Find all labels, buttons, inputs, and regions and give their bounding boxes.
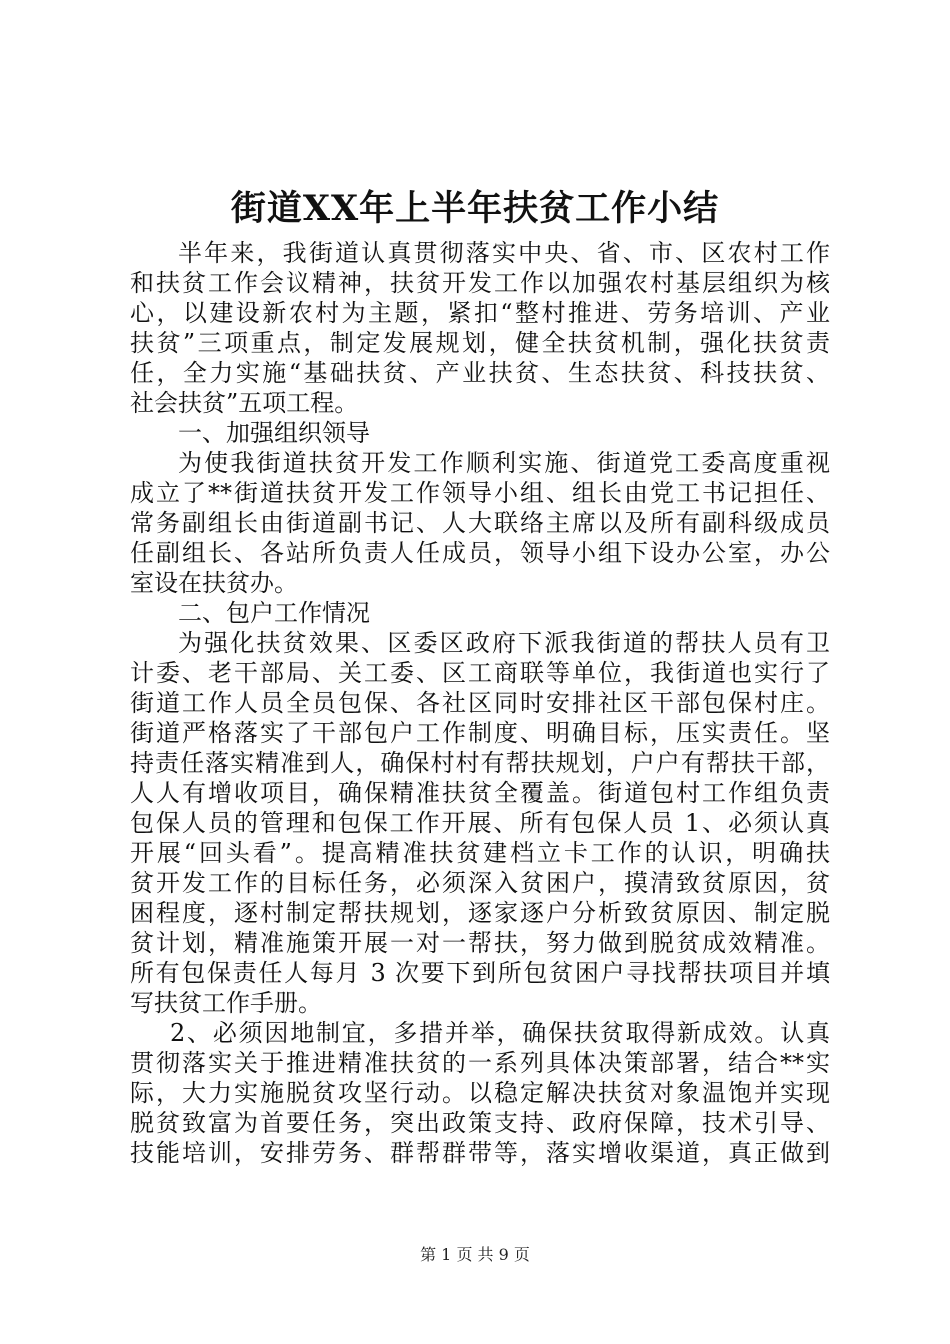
paragraph-line: 为强化扶贫效果、区委区政府下派我街道的帮扶人员有卫 xyxy=(178,629,830,657)
paragraph-line: 街道工作人员全员包保、各社区同时安排社区干部包保村庄。 xyxy=(130,689,830,717)
paragraph-line: 社会扶贫”五项工程。 xyxy=(130,389,359,417)
paragraph-line: 际，大力实施脱贫攻坚行动。以稳定解决扶贫对象温饱并实现 xyxy=(130,1079,830,1107)
paragraph-line: 任，全力实施“基础扶贫、产业扶贫、生态扶贫、科技扶贫、 xyxy=(130,359,830,387)
paragraph-line: 技能培训，安排劳务、群帮群带等，落实增收渠道，真正做到 xyxy=(130,1139,830,1167)
paragraph-line: 持责任落实精准到人，确保村村有帮扶规划，户户有帮扶干部， xyxy=(130,749,830,777)
paragraph-line: 人人有增收项目，确保精准扶贫全覆盖。街道包村工作组负责 xyxy=(130,779,830,807)
paragraph-line: 开展“回头看”。提高精准扶贫建档立卡工作的认识，明确扶 xyxy=(130,839,830,867)
paragraph-line: 贫计划，精准施策开展一对一帮扶，努力做到脱贫成效精准。 xyxy=(130,929,830,957)
paragraph-line: 2、必须因地制宜，多措并举，确保扶贫取得新成效。认真 xyxy=(170,1019,830,1047)
paragraph-line: 所有包保责任人每月 3 次要下到所包贫困户寻找帮扶项目并填 xyxy=(130,959,830,987)
paragraph-line: 贫开发工作的目标任务，必须深入贫困户，摸清致贫原因，贫 xyxy=(130,869,830,897)
paragraph-line: 室设在扶贫办。 xyxy=(130,569,298,597)
paragraph-line: 半年来，我街道认真贯彻落实中央、省、市、区农村工作 xyxy=(178,239,830,267)
page-number-footer: 第 1 页 共 9 页 xyxy=(420,1245,530,1264)
paragraph-line: 扶贫”三项重点，制定发展规划，健全扶贫机制，强化扶贫责 xyxy=(130,329,830,357)
document-body xyxy=(130,238,830,1168)
paragraph-line: 和扶贫工作会议精神，扶贫开发工作以加强农村基层组织为核 xyxy=(130,269,830,297)
paragraph-line: 为使我街道扶贫开发工作顺利实施、街道党工委高度重视 xyxy=(178,449,830,477)
section-heading: 一、加强组织领导 xyxy=(178,419,370,447)
paragraph-line: 常务副组长由街道副书记、人大联络主席以及所有副科级成员 xyxy=(130,509,830,537)
paragraph-line: 街道严格落实了干部包户工作制度、明确目标，压实责任。坚 xyxy=(130,719,830,747)
paragraph-line: 心，以建设新农村为主题，紧扣“整村推进、劳务培训、产业 xyxy=(130,299,830,327)
paragraph-line: 脱贫致富为首要任务，突出政策支持、政府保障，技术引导、 xyxy=(130,1109,830,1137)
paragraph-line: 困程度，逐村制定帮扶规划，逐家逐户分析致贫原因、制定脱 xyxy=(130,899,830,927)
paragraph-line: 贯彻落实关于推进精准扶贫的一系列具体决策部署，结合**实 xyxy=(130,1049,830,1077)
document-title: 街道XX年上半年扶贫工作小结 xyxy=(230,188,720,229)
paragraph-line: 包保人员的管理和包保工作开展、所有包保人员 1、必须认真 xyxy=(130,809,830,837)
paragraph-line: 成立了**街道扶贫开发工作领导小组、组长由党工书记担任、 xyxy=(130,479,830,507)
section-heading: 二、包户工作情况 xyxy=(178,599,370,627)
paragraph-line: 任副组长、各站所负责人任成员，领导小组下设办公室，办公 xyxy=(130,539,830,567)
paragraph-line: 写扶贫工作手册。 xyxy=(130,989,322,1017)
paragraph-line: 计委、老干部局、关工委、区工商联等单位，我街道也实行了 xyxy=(130,659,830,687)
